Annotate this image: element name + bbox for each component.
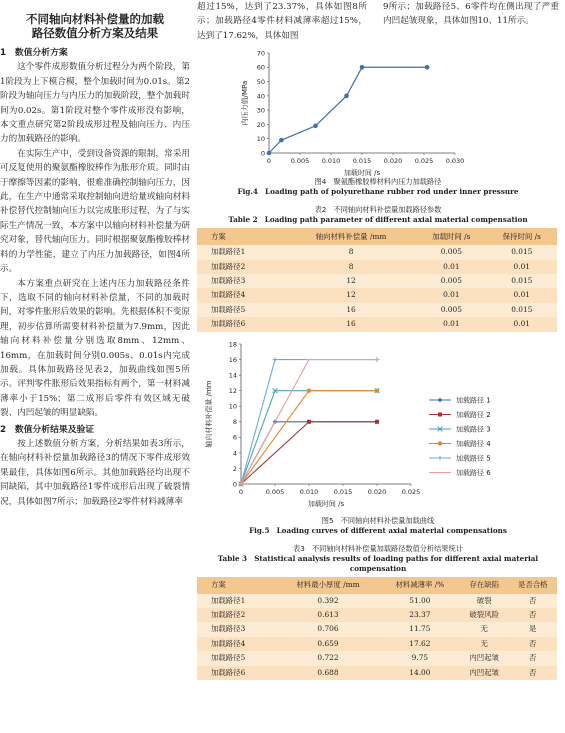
series-line [241,421,377,483]
y-tick-label: 0 [260,149,265,158]
table2-header: 轴向材料补偿量 /mm [286,228,416,245]
table3-caption-cn: 表3 不同轴向材料补偿量加载路径数值分析结果统计 [293,543,463,553]
fig5-caption-en: Fig.5 Loading curves of different axial material compensations [249,525,507,535]
y-tick-label: 18 [228,340,237,349]
table2 [197,228,557,331]
table2-caption-en: Table 2 Loading path parameter of different axial material compensation [228,215,528,225]
table-cell: 0.613 [276,608,380,622]
x-tick-label: 0.010 [299,487,319,496]
table-cell: 否 [508,608,557,622]
table-cell: 无 [460,622,509,636]
table3-header-row [197,577,557,594]
x-tick-label: 0.030 [445,157,465,166]
data-point [438,412,442,416]
table-cell: 0.659 [276,637,380,651]
table-cell: 0.015 [487,303,557,317]
series-line [241,390,377,483]
table-row [197,288,557,302]
table-cell: 破裂风险 [460,608,509,622]
table-cell: 否 [508,666,557,680]
table-cell: 否 [508,637,557,651]
sec1-paragraph-1: 这个零件成形数值分析过程分为两个阶段，第1阶段为上下模合模，整个加载时间为0.01s。第2阶段为轴向压力与内压力的加载阶段，整个加载时间为0.02s。第1阶段对整个零件成形没有影响，本文重点研究第2阶段成形过程及轴向压力、内压力的加载路径的影响。 [0,62,190,145]
table-cell: 16 [286,317,416,331]
data-point [267,151,272,156]
data-point [375,419,379,423]
table2-caption-cn: 表2 不同轴向材料补偿量加载路径参数 [314,205,442,215]
table-cell: 否 [508,651,557,665]
x-tick-label: 0.015 [333,487,353,496]
legend-label: 加载路径 3 [456,425,491,434]
table-cell: 加载路径2 [197,608,276,622]
legend-label: 加载路径 5 [456,454,491,463]
table-cell: 12 [286,288,416,302]
y-tick-label: 8 [232,417,237,426]
continued-paragraph-left: 超过15%，达到了23.37%，具体如图8所示；加载路径4零件材料减薄率超过15%，达到了17.62%，具体如图 [197,2,367,41]
table2-header-row [197,228,557,245]
table-row [197,622,557,636]
table-cell: 加载路径2 [197,260,286,274]
y-tick-label: 4 [232,448,237,457]
y-tick-label: 12 [228,386,237,395]
x-tick-label: 0.025 [414,157,434,166]
table-cell: 51.00 [380,594,460,608]
table-row [197,303,557,317]
table-cell: 内凹起皱 [460,651,509,665]
table-cell: 0.015 [487,274,557,288]
data-point [307,388,311,392]
table-row [197,666,557,680]
table-cell: 加载路径5 [197,303,286,317]
table-cell: 无 [460,637,509,651]
y-axis-label: 内压力值/MPa [241,80,249,126]
y-tick-label: 30 [256,106,265,115]
y-tick-label: 10 [228,402,237,411]
table-row [197,260,557,274]
continued-paragraph-right: 9所示；加载路径5、6零件均在侧出现了严重内凹起皱现象，具体如图10、11所示。 [383,2,559,27]
table-cell: 9.75 [380,651,460,665]
table-cell: 加载路径3 [197,274,286,288]
legend-label: 加载路径 6 [456,468,491,477]
data-point [438,441,442,445]
table3-header: 材料减薄率 /% [380,577,460,594]
table-cell: 8 [286,245,416,259]
table-cell: 0.015 [487,245,557,259]
data-point [438,397,443,402]
y-tick-label: 70 [256,49,265,58]
x-tick-label: 0.010 [321,157,341,166]
table-cell: 0.005 [416,303,486,317]
table-cell: 11.75 [380,622,460,636]
table3-caption-en: Table 3 Statistical analysis results of loading paths for different axial material compensation [217,553,539,573]
table-cell: 加载路径4 [197,637,276,651]
right-top-text [197,0,559,43]
table-cell: 0.01 [416,288,486,302]
title-line-2: 路径数值分析方案及结果 [31,26,159,40]
table-cell: 0.688 [276,666,380,680]
legend-label: 加载路径 4 [456,439,491,448]
table-cell: 加载路径6 [197,317,286,331]
y-tick-label: 20 [256,121,265,130]
table-cell: 加载路径3 [197,622,276,636]
series-line [241,390,377,483]
right-column [197,0,559,680]
y-axis-label: 轴向材料补偿量 /mm [205,380,213,448]
table-cell: 加载路径6 [197,666,276,680]
table3-header: 方案 [197,577,276,594]
x-tick-label: 0.025 [401,487,421,496]
table3 [197,577,557,680]
table-cell: 加载路径1 [197,594,276,608]
sec1-heading: 1 数值分析方案 [0,48,68,58]
fig4-caption-cn: 图4 聚氨酯橡胶棒材料内压力加载路径 [314,177,442,187]
x-tick-label: 0.020 [367,487,387,496]
series-line [269,68,427,154]
data-point [360,65,365,70]
left-column [0,0,190,509]
table-cell: 加载路径4 [197,288,286,302]
x-axis-label: 加载时间 /s [307,499,345,508]
table2-header: 保持时间 /s [487,228,557,245]
table-cell: 0.01 [487,260,557,274]
table-cell: 0.706 [276,622,380,636]
x-tick-label: 0 [238,487,244,496]
data-point [313,124,318,129]
table-cell: 0.005 [416,274,486,288]
data-point [279,138,284,143]
table-cell: 0.01 [416,260,486,274]
table-row [197,637,557,651]
table-cell: 是 [508,622,557,636]
fig5-chart [197,338,559,516]
table-cell: 0.722 [276,651,380,665]
table3-header: 是否合格 [508,577,557,594]
table-cell: 破裂 [460,594,509,608]
fig5-caption-cn: 图5 不同轴向材料补偿量加载曲线 [321,515,435,525]
y-tick-label: 50 [256,78,265,87]
legend-label: 加载路径 1 [456,396,491,405]
x-tick-label: 0.005 [290,157,310,166]
sec2-paragraph-1: 按上述数值分析方案，分析结果如表3所示，在轴向材料补偿量加载路径3的情况下零件成形效果最佳，具体如图6所示。其他加载路径均出现不同缺陷，其中加载路径1零件成形后出现了破裂情况，具体如图7所示；加载路径2零件材料减薄率 [0,438,190,507]
table3-header: 材料最小厚度 /mm [276,577,380,594]
x-axis-label: 加载时间 /s [343,169,381,178]
table-cell: 0.392 [276,594,380,608]
table-cell: 12 [286,274,416,288]
table-cell: 0.01 [487,288,557,302]
title-line-1: 不同轴向材料补偿量的加载 [26,12,164,26]
y-tick-label: 60 [256,63,265,72]
table-row [197,608,557,622]
table-cell: 0.01 [487,317,557,331]
y-tick-label: 0 [232,480,237,489]
table-cell: 0.01 [416,317,486,331]
legend-label: 加载路径 2 [456,410,491,419]
section-title [0,12,190,40]
series-line [241,421,377,483]
x-tick-label: 0.015 [352,157,372,166]
y-tick-label: 10 [256,135,265,144]
table-row [197,594,557,608]
table-cell: 14.00 [380,666,460,680]
table-cell: 否 [508,594,557,608]
fig4-caption-en: Fig.4 Loading path of polyurethane rubber rod under inner pressure [237,187,519,197]
data-point [375,388,379,392]
table3-header: 存在缺陷 [460,577,509,594]
table2-header: 加载时间 /s [416,228,486,245]
table-row [197,245,557,259]
table-row [197,651,557,665]
table-cell: 加载路径1 [197,245,286,259]
y-tick-label: 40 [256,92,265,101]
table2-header: 方案 [197,228,286,245]
table-row [197,274,557,288]
table-cell: 16 [286,303,416,317]
data-point [307,419,311,423]
x-tick-label: 0.020 [383,157,403,166]
table-cell: 内凹起皱 [460,666,509,680]
y-tick-label: 14 [228,371,237,380]
x-tick-label: 0 [266,157,272,166]
table-cell: 17.62 [380,637,460,651]
data-point [344,94,349,99]
data-point [425,65,430,70]
fig4-chart [197,45,559,177]
table-cell: 加载路径5 [197,651,276,665]
table-cell: 8 [286,260,416,274]
table-cell: 0.005 [416,245,486,259]
y-tick-label: 16 [228,355,237,364]
sec1-paragraph-2: 在实际生产中，受到设备资源的限制，常采用可反复使用的聚氨酯橡胶棒作为胀形介质。同时由于摩擦等因素的影响，很难准确控制轴向压力，因此，在生产中通常采取控制轴向进给量或轴向材料补偿替代控制轴向压力以完成胀形过程，为了与实际生产情况一致，本方案中以轴向材料补偿量为研究对象，替代轴向压力。同时根据聚氨酯橡胶棒材料的力学性能，建立了内压力加载路径，如图4所示。 [0,148,190,275]
x-tick-label: 0.005 [265,487,285,496]
y-tick-label: 6 [232,433,237,442]
sec2-heading: 2 数值分析结果及验证 [0,424,95,435]
y-tick-label: 2 [232,464,237,473]
sec1-paragraph-3: 本方案重点研究在上述内压力加载路径条件下，选取不同的轴向材料补偿量，不同的加载时间，对零件胀形后效果的影响。先根据体积不变原理，初步估算所需要材料补偿量为7.9mm，因此轴向材料补偿量分别选取8mm、12mm、16mm，在加载时间分别0.005s、0.01s内完成加载。具体加载路径见表2，加载曲线如图5所示。评判零件胀形后效果指标有两个，第一材料减薄率小于15%；第二成形后零件有效区域无破裂、内凹起皱的明显缺陷。 [0,278,190,419]
table-cell: 23.37 [380,608,460,622]
table-row [197,317,557,331]
